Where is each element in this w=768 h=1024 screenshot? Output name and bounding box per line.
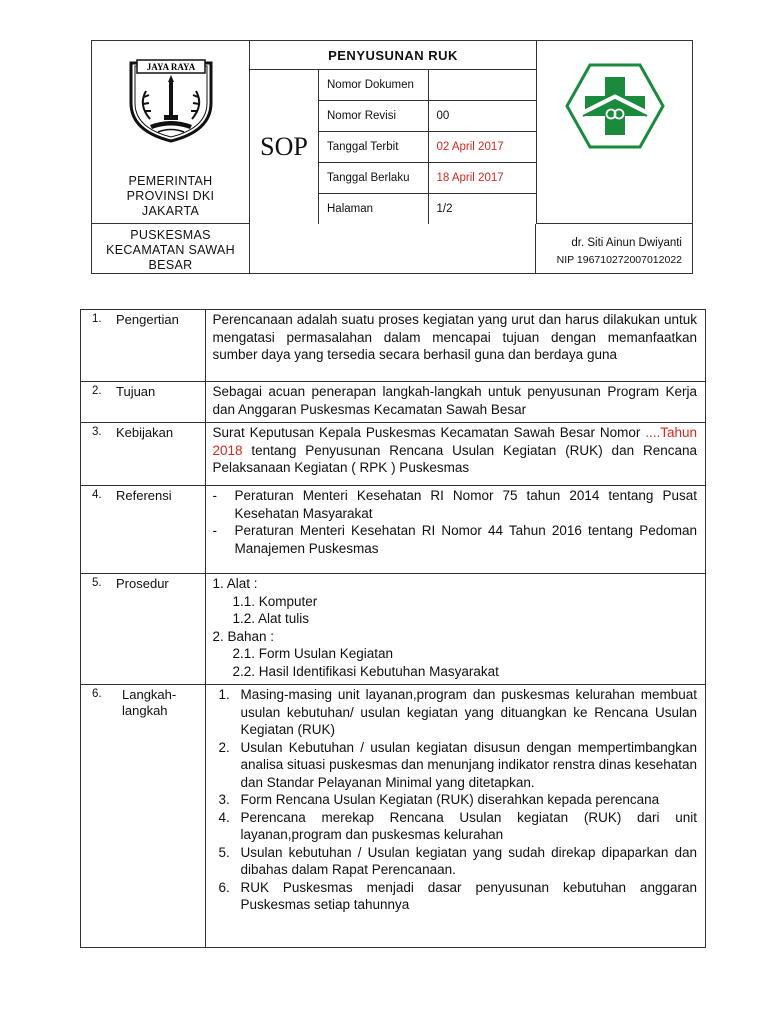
head-doctor-name: dr. Siti Ainun Dwiyanti (571, 237, 682, 249)
section-number: 2. (92, 385, 102, 397)
list-item (212, 522, 697, 557)
head-doctor-nip: NIP 196710272007012022 (556, 254, 682, 266)
section-label-cell (81, 486, 206, 574)
section-label: Kebijakan (116, 425, 174, 440)
header-middle-bottom (250, 224, 536, 274)
list-item: 1.2. Alat tulis (232, 611, 309, 626)
info-value: 02 April 2017 (428, 132, 536, 163)
section-number: 4. (92, 489, 102, 501)
header-middle-column (250, 41, 536, 224)
list-item (206, 879, 697, 914)
info-row (319, 162, 536, 193)
section-body-cell (206, 382, 706, 423)
document-info-table (319, 70, 536, 224)
section-number: 1. (92, 313, 102, 325)
section-label-cell (81, 574, 206, 685)
info-value (428, 70, 536, 101)
section-body-cell (206, 310, 706, 382)
section-tujuan (81, 382, 706, 423)
step-number: 6. (218, 879, 230, 895)
info-value: 00 (428, 101, 536, 132)
government-line-1: PEMERINTAH (128, 174, 213, 188)
section-label-cell (81, 685, 206, 948)
list-item (206, 686, 697, 739)
info-label: Halaman (319, 193, 428, 224)
section-number: 6. (92, 688, 102, 700)
step-number: 5. (218, 844, 230, 860)
step-number: 2. (218, 739, 230, 755)
puskesmas-cross-logo-icon (565, 63, 665, 149)
section-label-cell (81, 382, 206, 423)
sop-label: SOP (250, 70, 319, 224)
dash-marker: - (212, 523, 217, 538)
info-label: Nomor Dokumen (319, 70, 428, 101)
step-text: Form Rencana Usulan Kegiatan (RUK) diserahkan kepada perencana (240, 792, 660, 807)
referensi-item: Peraturan Menteri Kesehatan RI Nomor 75 tahun 2014 tentang Pusat Kesehatan Masyarakat (234, 488, 697, 521)
step-number: 3. (218, 792, 230, 807)
info-row (319, 70, 536, 101)
kebijakan-text-part: Surat Keputusan Kepala Puskesmas Kecamatan Sawah Besar Nomor (212, 425, 646, 440)
section-number: 3. (92, 426, 102, 438)
info-label: Tanggal Berlaku (319, 162, 428, 193)
list-item (206, 739, 697, 792)
government-name (92, 174, 249, 219)
logo-area (92, 41, 249, 224)
section-prosedur (81, 574, 706, 685)
section-body-cell (206, 685, 706, 948)
sop-content-table (80, 309, 706, 948)
langkah-list (206, 685, 705, 918)
step-text: RUK Puskesmas menjadi dasar penyusunan kebutuhan anggaran Puskesmas setiap tahunnya (240, 879, 697, 912)
info-label: Tanggal Terbit (319, 132, 428, 163)
info-value: 18 April 2017 (428, 162, 536, 193)
puskesmas-name (92, 228, 249, 273)
referensi-item: Peraturan Menteri Kesehatan RI Nomor 44 Tahun 2016 tentang Pedoman Manajemen Puskesmas (234, 523, 697, 556)
step-number: 1. (218, 687, 230, 702)
section-kebijakan (81, 423, 706, 486)
section-label-cell (81, 310, 206, 382)
section-label: Prosedur (116, 576, 169, 591)
emblem-banner-text: JAYA RAYA (146, 62, 196, 72)
section-label: Referensi (116, 488, 172, 503)
section-label-line: Langkah- (122, 687, 177, 702)
step-number: 4. (218, 809, 230, 825)
list-item: 1.1. Komputer (232, 593, 318, 609)
dash-marker: - (212, 488, 217, 503)
prosedur-list (206, 574, 705, 684)
step-text: Perencana merekap Rencana Usulan kegiatan (RUK) dari unit layanan,program dan puskesmas kelurahan (240, 809, 697, 842)
list-item (206, 791, 697, 809)
section-body-cell (206, 574, 706, 685)
info-row (319, 193, 536, 224)
list-item: 2.2. Hasil Identifikasi Kebutuhan Masyarakat (232, 663, 499, 679)
kebijakan-text-part: tentang Penyusunan Rencana Usulan Kegiatan (RUK) dan Rencana Pelaksanaan Kegiatan ( RPK ) Puskesmas (212, 442, 697, 475)
header-right-column (536, 41, 692, 224)
section-body-cell (206, 423, 706, 486)
list-item: 2. Bahan : (212, 628, 275, 644)
kebijakan-year: ....Tahun 2018 (212, 425, 697, 458)
list-item (206, 844, 697, 879)
section-label: Tujuan (116, 384, 156, 399)
referensi-list (206, 486, 705, 561)
tujuan-text: Sebagai acuan penerapan langkah-langkah untuk penyusunan Program Kerja dan Anggaran Puskesmas Kecamatan Sawah Besar (212, 384, 697, 417)
header-left-column (92, 41, 250, 273)
list-item (212, 487, 697, 522)
steps-list (206, 686, 697, 914)
document-title: PENYUSUNAN RUK (250, 41, 536, 70)
info-value: 1/2 (436, 202, 453, 215)
kebijakan-text (206, 423, 705, 481)
pengertian-text: Perencanaan adalah suatu proses kegiatan yang urut dan harus dilakukan untuk mengatasi permasalahan dalam mencapai tujuan dengan memanfaatkan sumber daya yang tersedia secara berhasil guna dan berdaya guna (212, 312, 697, 362)
info-row (319, 132, 536, 163)
puskesmas-line-1: PUSKESMAS (130, 228, 211, 242)
section-langkah (81, 685, 706, 948)
info-label: Nomor Revisi (319, 101, 428, 132)
info-row (319, 101, 536, 132)
government-line-2: PROVINSI DKI (126, 189, 215, 203)
section-label: Pengertian (116, 312, 179, 327)
section-label (122, 687, 176, 719)
section-label-cell (81, 423, 206, 486)
step-text: Usulan kebutuhan / Usulan kegiatan yang sudah direkap dipaparkan dan dibahas dalam Rapat Perencanaan. (240, 844, 697, 877)
section-referensi (81, 486, 706, 574)
list-item: 2.1. Form Usulan Kegiatan (232, 646, 394, 661)
government-line-3: JAKARTA (141, 204, 200, 218)
step-text: Masing-masing unit layanan,program dan puskesmas kelurahan membuat usulan kebutuhan/ usulan kegiatan yang dituangkan ke Rencana Usulan Kegiatan (RUK) (240, 687, 697, 737)
section-number: 5. (92, 577, 102, 589)
jaya-raya-emblem-icon (128, 57, 214, 143)
section-label-line: langkah (122, 703, 168, 718)
list-item: 1. Alat : (212, 576, 258, 591)
section-pengertian (81, 310, 706, 382)
section-body-cell (206, 486, 706, 574)
signature-area (536, 224, 692, 274)
sop-header (91, 40, 693, 274)
list-item (206, 809, 697, 844)
puskesmas-line-3: BESAR (148, 258, 193, 272)
step-text: Usulan Kebutuhan / usulan kegiatan disusun dengan mempertimbangkan analisa situasi puskesmas dan menunjang indikator renstra dinas kesehatan dan Standar Pelayanan Minimal yang ditetapkan. (240, 739, 697, 790)
puskesmas-line-2: KECAMATAN SAWAH (106, 243, 235, 257)
